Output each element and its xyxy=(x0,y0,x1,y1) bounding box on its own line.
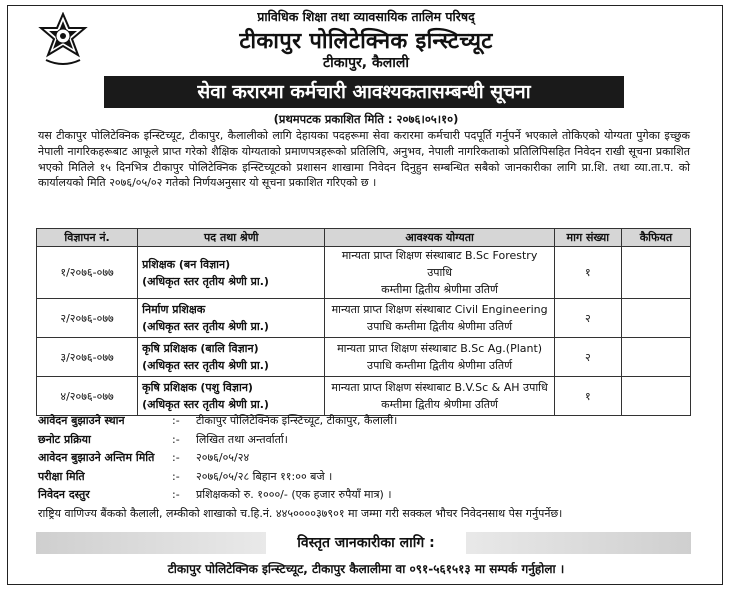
row-remarks xyxy=(621,299,690,338)
qualification-line: मान्यता प्राप्त शिक्षण संस्थाबाट B.Sc Forestry उपाधि xyxy=(341,249,538,279)
row-count: २ xyxy=(554,299,621,338)
post-level: (अधिकृत स्तर तृतीय श्रेणी प्रा.) xyxy=(142,398,269,411)
qualification-line: कम्तीमा द्वितीय श्रेणीमा उतिर्ण xyxy=(381,283,499,296)
row-qualification xyxy=(325,377,554,416)
col-header-qualification: आवश्यक योग्यता xyxy=(325,229,554,247)
post-level: (अधिकृत स्तर तृतीय श्रेणी प्रा.) xyxy=(142,274,269,288)
qualification-line: उपाधि कम्तीमा द्वितीय श्रेणीमा उतिर्ण xyxy=(367,359,513,372)
detail-separator: :- xyxy=(172,488,180,501)
row-count: १ xyxy=(554,377,621,416)
detail-row-fee xyxy=(38,486,688,505)
institute-name: टीकापुर पोलिटेक्निक इन्स्टिच्यूट xyxy=(239,29,493,54)
notice-title-banner: सेवा करारमा कर्मचारी आवश्यकतासम्बन्धी सूचना xyxy=(104,76,624,108)
detail-value: प्रशिक्षकको रु. १०००/- (एक हजार रुपैयाँ मात्र) । xyxy=(196,488,392,501)
qualification-line: मान्यता प्राप्त शिक्षण संस्थाबाट B.V.Sc & AH उपाधि xyxy=(331,381,548,394)
info-bar xyxy=(36,532,691,554)
bank-deposit-note: राष्ट्रिय वाणिज्य बैंकको कैलाली, लम्कीको शाखाको च.हि.नं. ४४५००००३७९०१ मा जम्मा गरी सक्कल भौचर निवेदनसाथ पेस गर्नुपर्नेछ। xyxy=(38,507,563,520)
row-post xyxy=(138,247,325,299)
row-qualification xyxy=(325,338,554,377)
post-name: कृषि प्रशिक्षक (बालि विज्ञान) xyxy=(142,342,259,355)
detail-label: आवेदन बुझाउने स्थान xyxy=(38,414,125,427)
intro-paragraph: यस टीकापुर पोलिटेक्निक इन्स्टिच्यूट, टीकापुर, कैलालीको लागि देहायका पदहरूमा सेवा करारमा कर्मचारी पदपूर्ति गर्नुपर्ने भएकाले तोकिएको योग्यता पुगेका इच्छुक नेपाली नागरिकहरूबाट आफूले प्राप्त गरेको शैक्षिक योग्यताको प्रमाणपत्रहरूको प्रतिलिपि, अनुभव, नेपाली नागरिकताको प्रतिलिपिसहित निवेदन राखी सूचना प्रकाशित भएको मितिले १५ दिनभित्र टीकापुर पोलिटेक्निक इन्स्टिच्यूटको प्रशासन शाखामा निवेदन दिनुहुन सम्बन्धित सबैको जानकारीका लागि प्रा.शि. तथा व्या.ता.प. को कार्यालयको मिति २०७६/०५/०२ गतेको निर्णयअनुसार यो सूचना प्रकाशित गरिएको छ । xyxy=(38,129,690,190)
detail-label: आवेदन बुझाउने अन्तिम मिति xyxy=(38,451,155,464)
council-name: प्राविधिक शिक्षा तथा व्यावसायिक तालिम परिषद् xyxy=(257,9,475,24)
detail-separator: :- xyxy=(172,469,180,483)
row-post xyxy=(138,338,325,377)
table-row xyxy=(37,247,691,299)
col-header-remarks: कैफियत xyxy=(621,229,690,247)
row-count: १ xyxy=(554,247,621,299)
col-header-code: विज्ञापन नं. xyxy=(37,229,138,247)
publication-date: (प्रथमपटक प्रकाशित मिति : २०७६।०५।१०) xyxy=(273,112,459,126)
vacancy-table xyxy=(36,228,691,416)
col-header-count: माग संख्या xyxy=(554,229,621,247)
detail-value: टीकापुर पोलिटेक्निक इन्स्टिच्यूट, टीकापुर, कैलाली। xyxy=(196,414,398,427)
table-row xyxy=(37,338,691,377)
qualification-line: मान्यता प्राप्त शिक्षण संस्थाबाट B.Sc Ag.(Plant) xyxy=(337,342,543,355)
row-remarks xyxy=(621,377,690,416)
row-post xyxy=(138,377,325,416)
detail-label: छनोट प्रक्रिया xyxy=(38,432,91,446)
detail-separator: :- xyxy=(172,451,180,464)
row-count: २ xyxy=(554,338,621,377)
qualification-line: उपाधि कम्तीमा द्वितीय श्रेणीमा उतिर्ण xyxy=(367,320,513,333)
post-name: निर्माण प्रशिक्षक xyxy=(142,303,206,316)
post-level: (अधिकृत स्तर तृतीय श्रेणी प्रा.) xyxy=(142,320,269,333)
row-code: १/२०७६-०७७ xyxy=(37,247,138,299)
post-name: प्रशिक्षक (बन विज्ञान) xyxy=(142,257,231,271)
detail-separator: :- xyxy=(172,414,180,427)
detail-value: २०७६/०५/२४ xyxy=(196,451,250,464)
row-code: ३/२०७६-०७७ xyxy=(37,338,138,377)
row-remarks xyxy=(621,247,690,299)
detail-row-exam-date xyxy=(38,468,688,487)
institute-address: टीकापुर, कैलाली xyxy=(323,55,409,71)
post-name: कृषि प्रशिक्षक (पशु विज्ञान) xyxy=(142,381,253,394)
row-remarks xyxy=(621,338,690,377)
col-header-post: पद तथा श्रेणी xyxy=(138,229,325,247)
row-code: ४/२०७६-०७७ xyxy=(37,377,138,416)
post-level: (अधिकृत स्तर तृतीय श्रेणी प्रा.) xyxy=(142,359,269,372)
table-row xyxy=(37,299,691,338)
application-details xyxy=(38,412,688,505)
row-qualification xyxy=(325,247,554,299)
detail-value: २०७६/०५/२८ बिहान ११:०० बजे । xyxy=(196,469,333,483)
detail-separator: :- xyxy=(172,432,180,446)
detail-row-location xyxy=(38,412,688,431)
row-code: २/२०७६-०७७ xyxy=(37,299,138,338)
table-header-row xyxy=(37,229,691,247)
detail-row-deadline xyxy=(38,449,688,468)
contact-line: टीकापुर पोलिटेक्निक इन्स्टिच्यूट, टीकापुर कैलालीमा वा ०९१-५६१५१३ मा सम्पर्क गर्नुहोला । xyxy=(167,562,565,576)
detail-row-selection xyxy=(38,431,688,450)
row-qualification xyxy=(325,299,554,338)
detail-label: निवेदन दस्तुर xyxy=(38,488,90,501)
table-row xyxy=(37,377,691,416)
detail-value: लिखित तथा अन्तर्वार्ता। xyxy=(196,432,288,446)
row-post xyxy=(138,299,325,338)
qualification-line: मान्यता प्राप्त शिक्षण संस्थाबाट Civil Engineering xyxy=(331,303,548,316)
detail-label: परीक्षा मिति xyxy=(38,469,85,483)
qualification-line: कम्तीमा द्वितीय श्रेणीमा उतिर्ण xyxy=(381,398,499,411)
info-bar-label: विस्तृत जानकारीका लागि : xyxy=(266,532,466,554)
